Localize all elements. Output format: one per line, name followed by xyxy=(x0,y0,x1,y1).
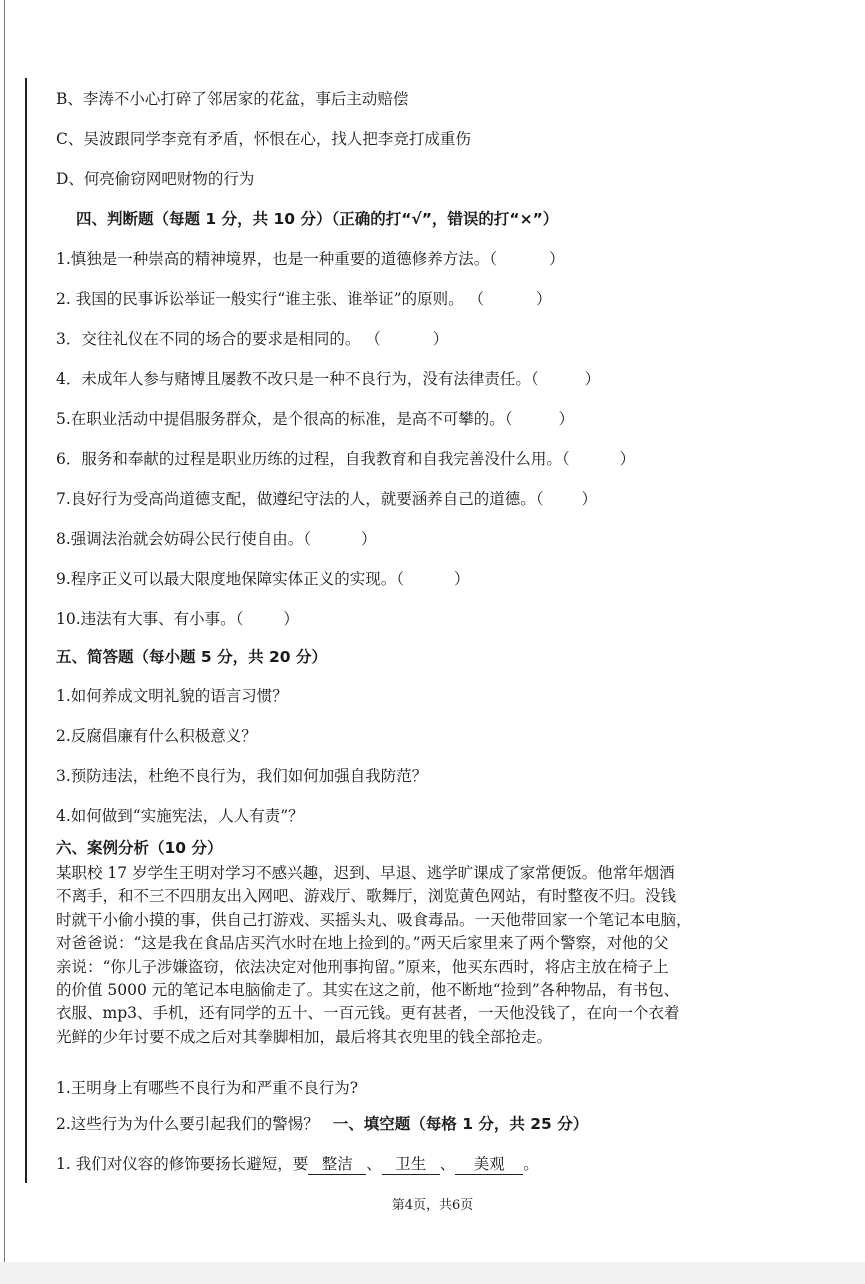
short-answer-3: 3.预防违法，杜绝不良行为，我们如何加强自我防范？ xyxy=(56,767,428,785)
judge-item-9: 9.程序正义可以最大限度地保障实体正义的实现。（ ） xyxy=(56,570,470,588)
option-d: D、何亮偷窃网吧财物的行为 xyxy=(56,170,255,188)
section-4-title: 四、判断题（每题 1 分，共 10 分）（正确的打“√”，错误的打“×”） xyxy=(76,210,559,228)
judge-item-7: 7.良好行为受高尚道德支配，做遵纪守法的人，就要涵养自己的道德。（ ） xyxy=(56,490,598,508)
section-5-title: 五、简答题（每小题 5 分，共 20 分） xyxy=(56,648,327,666)
judge-item-8: 8.强调法治就会妨碍公民行使自由。（ ） xyxy=(56,530,377,548)
page-number: 第4页，共6页 xyxy=(391,1198,474,1213)
section-6-title: 六、案例分析（10 分） xyxy=(56,839,223,857)
fill-section-heading: 一、填空题（每格 1 分，共 25 分） xyxy=(332,1115,589,1133)
fill-item-1: 1. 我们对仪容的修饰要扬长避短，要 整洁 、 卫生 、 美观 。 xyxy=(56,1155,539,1173)
case-line: 对爸爸说：“这是我在食品店买汽水时在地上捡到的。”两天后家里来了两个警察，对他的父 xyxy=(56,934,669,953)
fill-answer: 美观 xyxy=(455,1154,523,1175)
case-line: 光鲜的少年讨要不成之后对其拳脚相加，最后将其衣兜里的钱全部抢走。 xyxy=(56,1027,553,1046)
judge-item-10: 10.违法有大事、有小事。（ ） xyxy=(56,610,299,628)
judge-item-4: 4．未成年人参与赌博且屡教不改只是一种不良行为，没有法律责任。（ ） xyxy=(56,370,601,388)
binding-margin-line xyxy=(25,78,27,1183)
page-edge xyxy=(4,0,5,1284)
judge-item-1: 1.慎独是一种崇高的精神境界，也是一种重要的道德修养方法。（ ） xyxy=(56,250,565,268)
case-question-2: 2.这些行为为什么要引起我们的警惕？ 一、填空题（每格 1 分，共 25 分） xyxy=(56,1115,589,1133)
short-answer-1: 1.如何养成文明礼貌的语言习惯？ xyxy=(56,687,288,705)
option-c: C、吴波跟同学李竞有矛盾，怀恨在心，找人把李竞打成重伤 xyxy=(56,130,471,148)
case-paragraph xyxy=(56,862,692,1049)
short-answer-2: 2.反腐倡廉有什么积极意义？ xyxy=(56,727,257,745)
case-line: 某职校 17 岁学生王明对学习不感兴趣，迟到、早退、逃学旷课成了家常便饭。他常年烟酒 xyxy=(56,864,675,882)
case-line: 时就干小偷小摸的事，供自己打游戏、买摇头丸、吸食毒品。一天他带回家一个笔记本电脑， xyxy=(56,910,692,929)
case-line: 不离手，和不三不四朋友出入网吧、游戏厅、歌舞厅，浏览黄色网站，有时整夜不归。没钱 xyxy=(56,887,677,906)
case-line: 亲说：“你儿子涉嫌盗窃，依法决定对他刑事拘留。”原来，他买东西时，将店主放在椅子上 xyxy=(56,957,669,976)
judge-item-2: 2. 我国的民事诉讼举证一般实行“谁主张、谁举证”的原则。 （ ） xyxy=(56,290,552,308)
judge-item-3: 3．交往礼仪在不同的场合的要求是相同的。 （ ） xyxy=(56,330,449,348)
judge-item-5: 5.在职业活动中提倡服务群众，是个很高的标准，是高不可攀的。（ ） xyxy=(56,410,575,428)
option-b: B、李涛不小心打碎了邻居家的花盆，事后主动赔偿 xyxy=(56,90,409,108)
fill-answer: 整洁 xyxy=(308,1154,366,1175)
page-bottom-edge xyxy=(0,1262,865,1284)
judge-item-6: 6．服务和奉献的过程是职业历练的过程，自我教育和自我完善没什么用。（ ） xyxy=(56,450,636,468)
case-question-1: 1.王明身上有哪些不良行为和严重不良行为? xyxy=(56,1079,359,1097)
case-line: 的价值 5000 元的笔记本电脑偷走了。其实在这之前，他不断地“捡到”各种物品，有书包、 xyxy=(56,981,680,1000)
short-answer-4: 4.如何做到“实施宪法，人人有责”？ xyxy=(56,807,304,825)
case-line: 衣服、mp3、手机，还有同学的五十、一百元钱。更有甚者，一天他没钱了，在向一个衣着 xyxy=(56,1004,680,1023)
fill-answer: 卫生 xyxy=(382,1154,440,1175)
